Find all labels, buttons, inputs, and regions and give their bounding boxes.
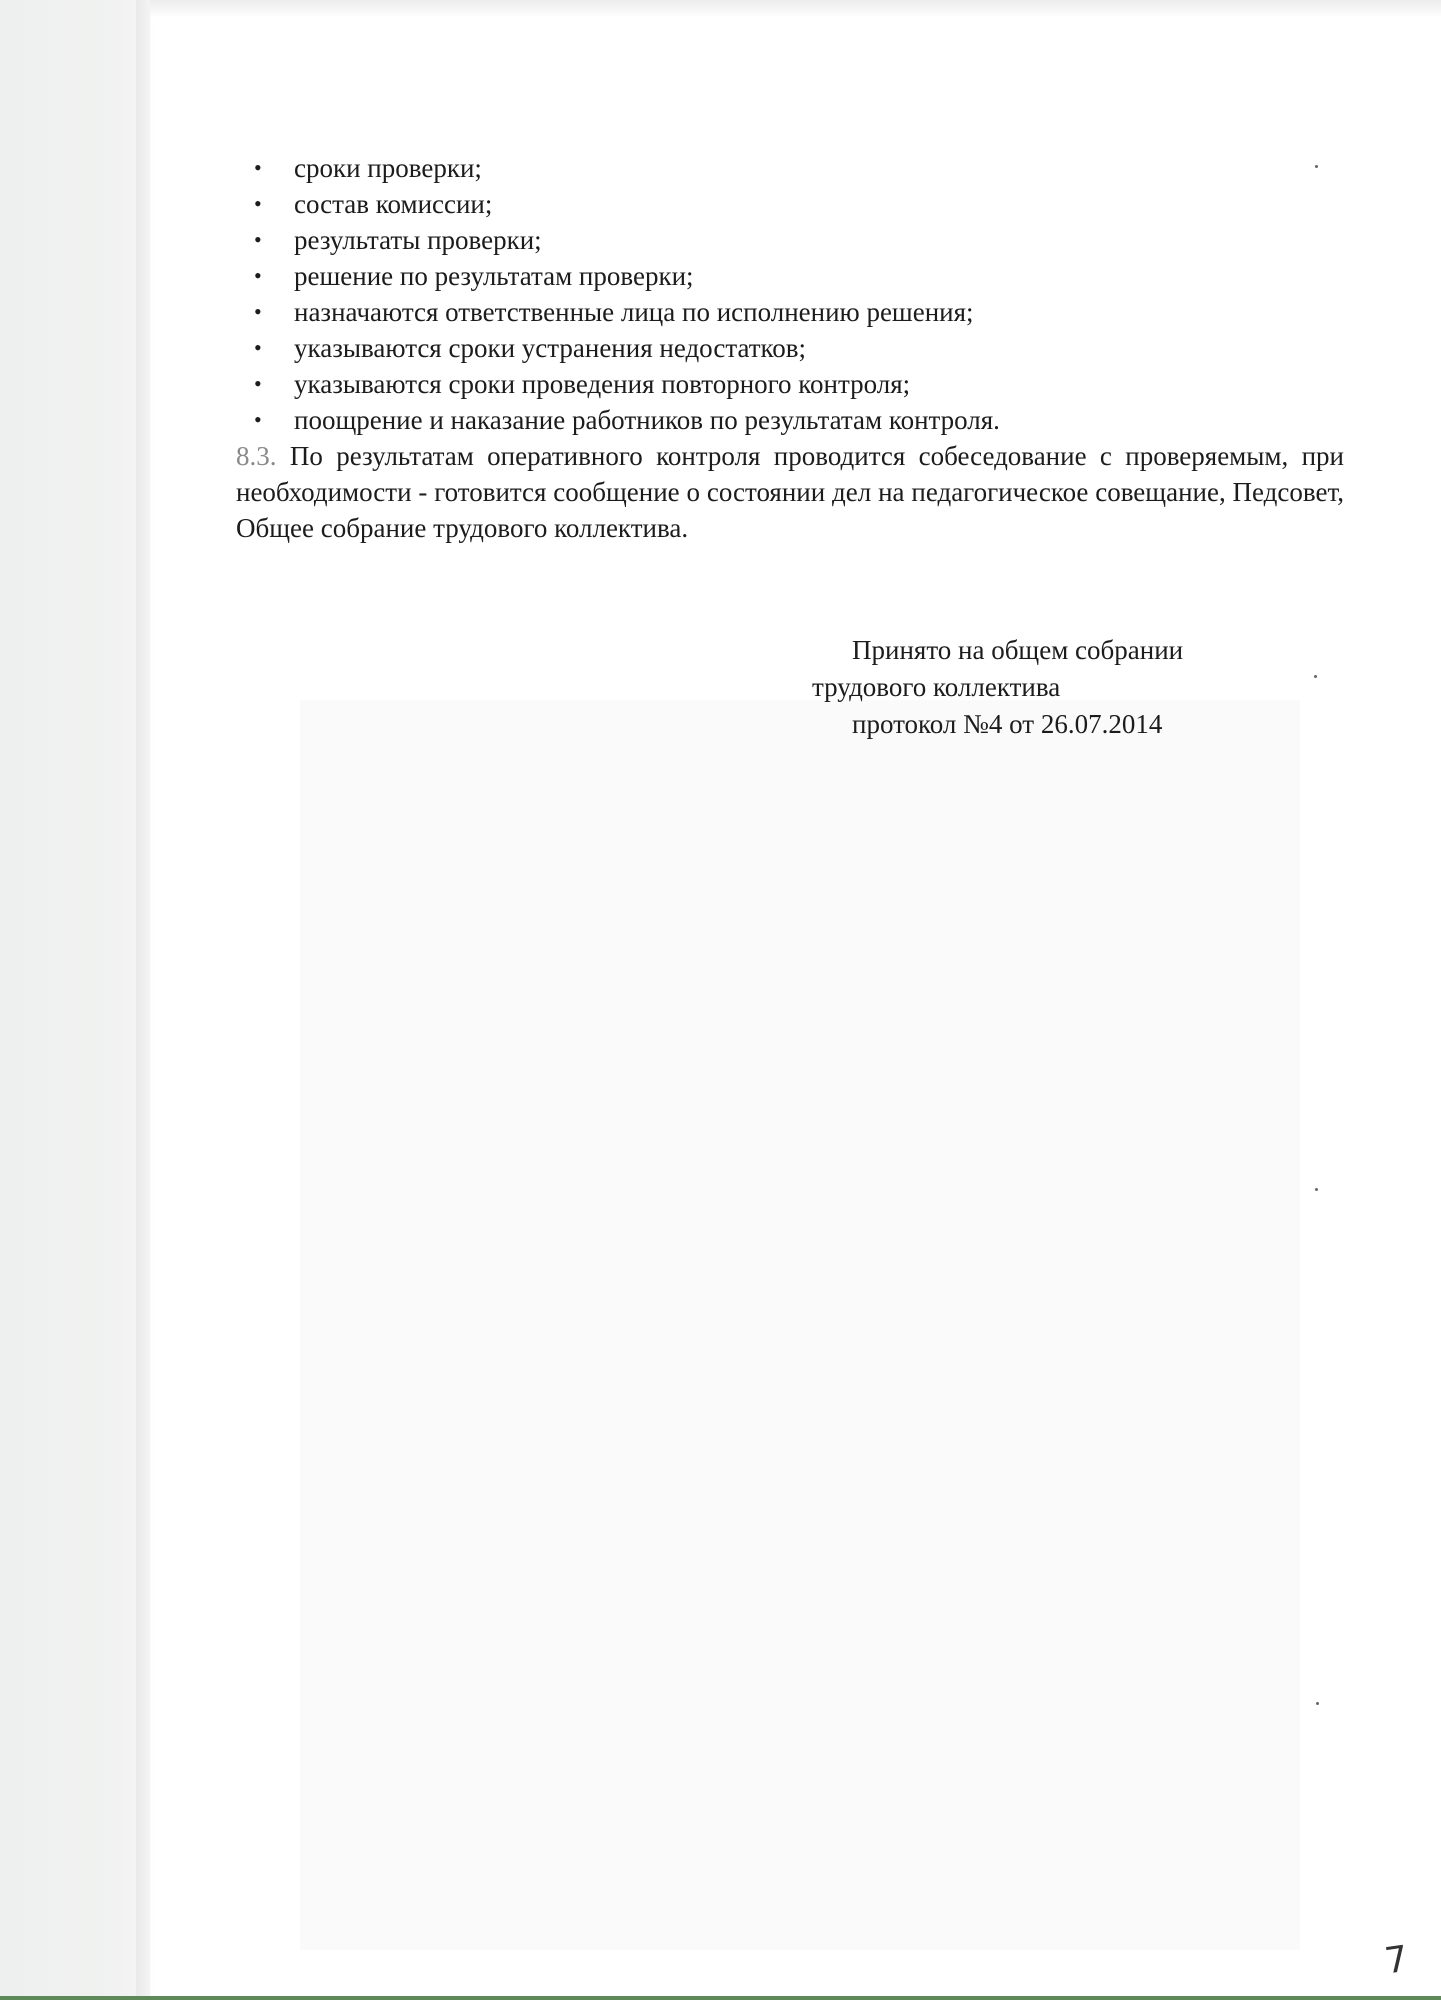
list-item-text: поощрение и наказание работников по результатам контроля. — [294, 405, 1000, 435]
approval-note — [812, 632, 1183, 743]
bullet-icon: • — [254, 407, 262, 432]
list-item-text: назначаются ответственные лица по исполнению решения; — [294, 297, 974, 327]
scan-top-shade — [150, 0, 1441, 18]
bullet-list — [236, 150, 1344, 438]
list-item — [236, 294, 1344, 330]
approval-line-1: Принято на общем собрании — [852, 635, 1184, 665]
bullet-icon: • — [254, 299, 262, 324]
list-item — [236, 150, 1344, 186]
bullet-icon: • — [254, 335, 262, 360]
approval-line-2: трудового коллектива — [812, 672, 1061, 702]
list-item-text: указываются сроки устранения недостатков; — [294, 333, 807, 363]
bullet-icon: • — [254, 155, 262, 180]
scan-speck — [1314, 675, 1317, 678]
scan-bottom-edge — [0, 1996, 1441, 2000]
page-number: 7 — [1382, 1938, 1411, 1983]
list-item — [236, 186, 1344, 222]
list-item — [236, 330, 1344, 366]
scan-speck — [1315, 1188, 1318, 1191]
list-item-text: указываются сроки проведения повторного контроля; — [294, 369, 911, 399]
paragraph-number: 8.3. — [236, 441, 277, 471]
page-fold-shadow — [136, 0, 154, 2000]
list-item-text: решение по результатам проверки; — [294, 261, 694, 291]
scan-speck — [1315, 165, 1318, 168]
approval-line-3: протокол №4 от 26.07.2014 — [852, 709, 1163, 739]
list-item — [236, 402, 1344, 438]
list-item — [236, 366, 1344, 402]
bullet-icon: • — [254, 227, 262, 252]
list-item-text: сроки проверки; — [294, 153, 482, 183]
list-item — [236, 222, 1344, 258]
bullet-icon: • — [254, 191, 262, 216]
bleed-through-area — [300, 700, 1300, 1950]
scan-speck — [1316, 1702, 1319, 1705]
list-item-text: результаты проверки; — [294, 225, 542, 255]
document-body — [236, 150, 1344, 546]
list-item — [236, 258, 1344, 294]
list-item-text: состав комиссии; — [294, 189, 493, 219]
bullet-icon: • — [254, 371, 262, 396]
bullet-icon: • — [254, 263, 262, 288]
paragraph-text: По результатам оперативного контроля проводится собеседование с проверяемым, при необходимости - готовится сообщение о состоянии дел на педагогическое совещание, Педсовет, Общее собрание трудового коллектива. — [236, 441, 1344, 543]
scan-left-gutter — [0, 0, 150, 2000]
paragraph-8-3 — [236, 438, 1344, 546]
